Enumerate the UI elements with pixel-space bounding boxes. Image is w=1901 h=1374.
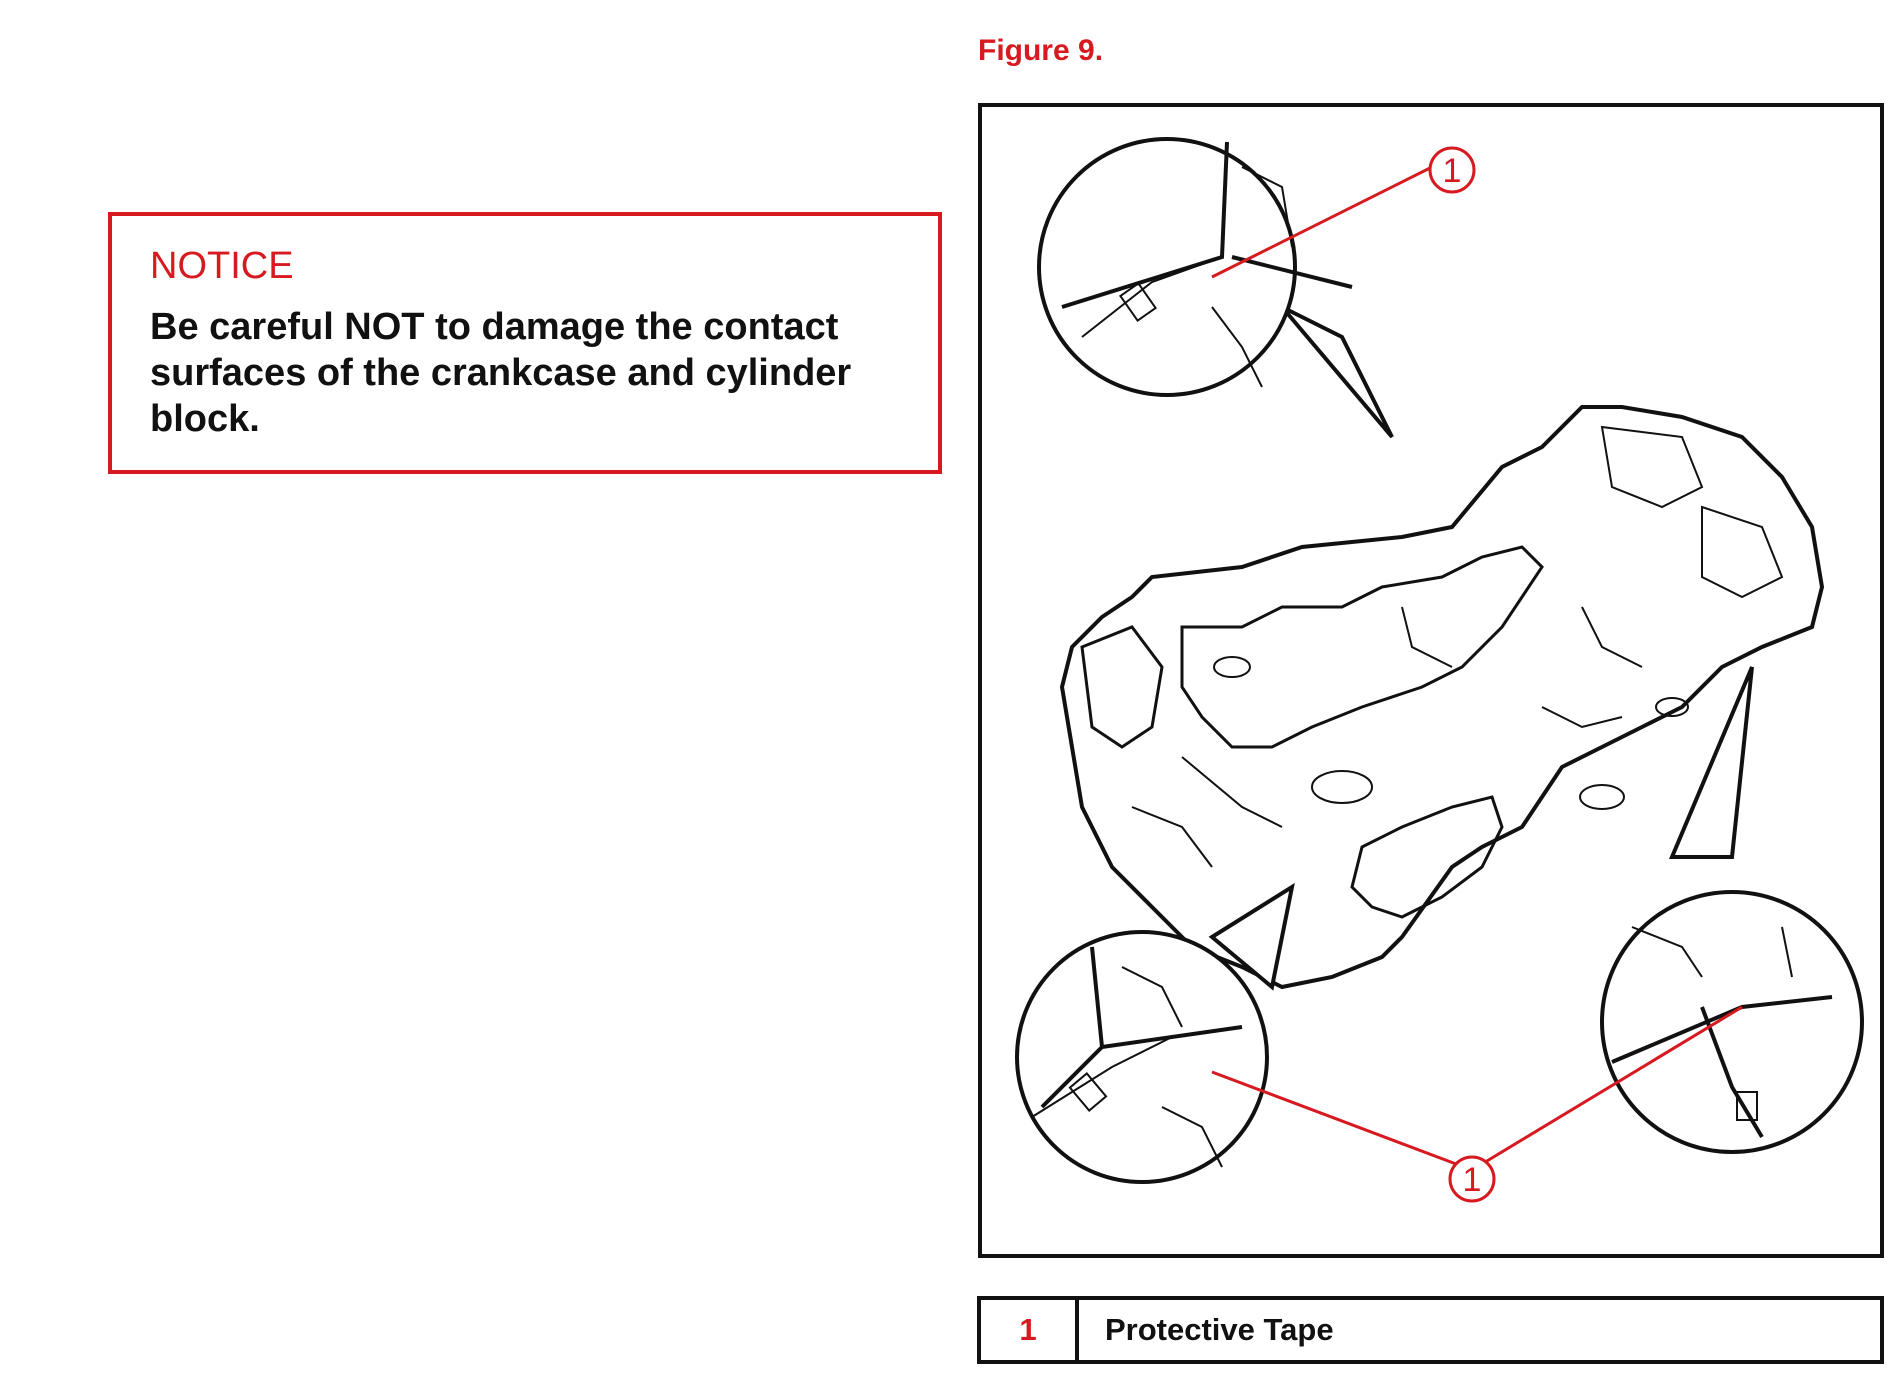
legend-number: 1	[981, 1300, 1079, 1360]
notice-box	[108, 212, 942, 474]
legend-table	[977, 1296, 1884, 1364]
engine-illustration	[982, 107, 1880, 1254]
figure-frame	[978, 103, 1884, 1258]
legend-label: Protective Tape	[1105, 1312, 1334, 1347]
notice-text: Be careful NOT to damage the contact surfaces of the crankcase and cylinder block.	[150, 306, 852, 440]
figure-title: Figure 9.	[978, 34, 1104, 67]
notice-title: NOTICE	[150, 245, 294, 287]
callout-top: 1	[1442, 152, 1462, 190]
callout-bottom: 1	[1462, 1161, 1482, 1199]
